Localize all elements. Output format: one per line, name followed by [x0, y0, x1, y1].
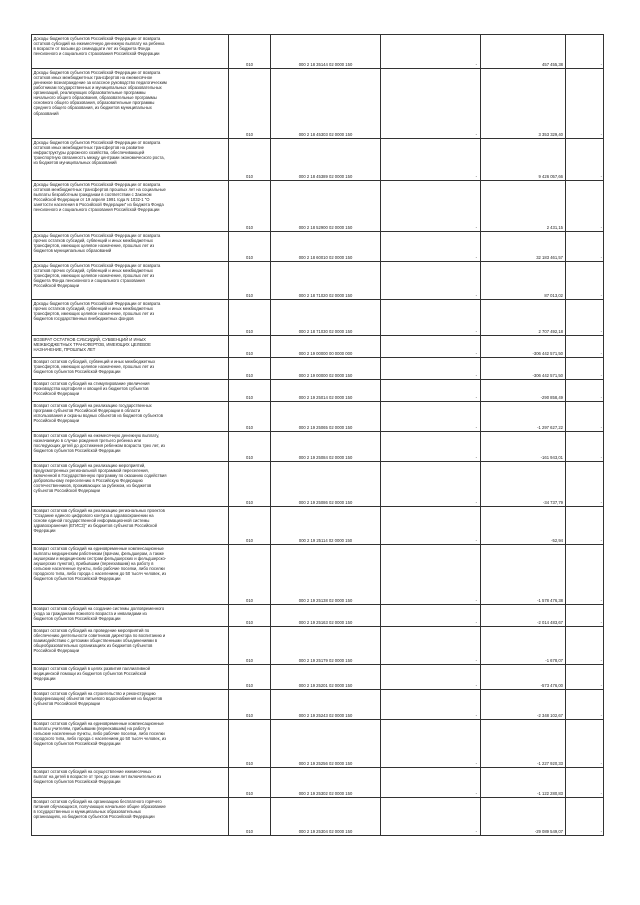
approved-value: - — [381, 139, 481, 181]
executed-amount: 457 455,38 — [481, 35, 566, 69]
table-row — [32, 69, 604, 139]
approved-value: - — [381, 507, 481, 545]
table-row — [32, 545, 604, 605]
table-row — [32, 35, 604, 69]
approved-value: - — [381, 798, 481, 836]
approved-value: - — [381, 768, 481, 798]
executed-amount: -29 089 549,07 — [481, 798, 566, 836]
table-row — [32, 462, 604, 507]
budget-classification-code: 000 2 18 45389 02 0000 150 — [271, 139, 381, 181]
approved-value: - — [381, 402, 481, 432]
line-code: 010 — [229, 690, 271, 720]
unexecuted-value: - — [566, 402, 604, 432]
row-description: Возврат остатков субсидий на стимулирование увеличения производства картофеля и овощей из бюджетов субъектов Российской Федерации — [32, 380, 229, 402]
executed-amount: 2 707 492,18 — [481, 300, 566, 336]
line-code: 010 — [229, 380, 271, 402]
unexecuted-value: - — [566, 139, 604, 181]
budget-classification-code: 000 2 19 25086 02 0000 150 — [271, 462, 381, 507]
row-description: Возврат остатков субсидий на проведение мероприятий по обеспечению деятельности советников директора по воспитанию и взаимодействию с детскими общественными объединениями в общеобразовательных организациях из бюджетов субъектов Российской Федерации — [32, 627, 229, 665]
unexecuted-value: - — [566, 300, 604, 336]
unexecuted-value: - — [566, 507, 604, 545]
line-code: 010 — [229, 507, 271, 545]
approved-value: - — [381, 605, 481, 627]
unexecuted-value: - — [566, 232, 604, 262]
budget-classification-code: 000 2 18 52900 02 0000 150 — [271, 181, 381, 232]
executed-amount: 2 431,15 — [481, 181, 566, 232]
table-row — [32, 300, 604, 336]
unexecuted-value: - — [566, 181, 604, 232]
line-code: 010 — [229, 768, 271, 798]
budget-classification-code: 000 2 18 60010 02 0000 150 — [271, 232, 381, 262]
row-description: Возврат остатков субсидий на реализацию региональных проектов "Создание единого цифрового контура в здравоохранении на основе единой государственной информационной системы здравоохранения (ЕГИСЗ)" из бюджетов субъектов Российской Федерации — [32, 507, 229, 545]
row-description: Доходы бюджетов субъектов Российской Федерации от возврата прочих остатков субсидий, субвенций и иных межбюджетных трансфертов, имеющих целевое назначение, прошлых лет из бюджетов государственных внебюджетных фондов — [32, 300, 229, 336]
approved-value: - — [381, 462, 481, 507]
approved-value: - — [381, 300, 481, 336]
row-description: Доходы бюджетов субъектов Российской Федерации от возврата прочих остатков субсидий, субвенций и иных межбюджетных трансфертов, имеющих целевое назначение, прошлых лет из бюджетов муниципальных образований — [32, 232, 229, 262]
budget-classification-code: 000 2 19 25065 02 0000 150 — [271, 402, 381, 432]
row-description: Возврат остатков субсидий на осуществление ежемесячных выплат на детей в возрасте от трех до семи лет включительно из бюджетов субъектов Российской Федерации — [32, 768, 229, 798]
table-row — [32, 262, 604, 300]
line-code: 010 — [229, 665, 271, 690]
row-description: Возврат остатков субсидий на ежемесячную денежную выплату, назначаемую в случае рождения третьего ребенка или последующих детей до достижения ребенком возраста трех лет, из бюджетов субъектов Российской Федерации — [32, 432, 229, 462]
unexecuted-value: - — [566, 690, 604, 720]
line-code: 010 — [229, 545, 271, 605]
unexecuted-value: - — [566, 380, 604, 402]
table-row — [32, 402, 604, 432]
executed-amount: -1 578 476,38 — [481, 545, 566, 605]
budget-classification-code: 000 2 19 25114 02 0000 150 — [271, 507, 381, 545]
unexecuted-value: - — [566, 545, 604, 605]
budget-classification-code: 000 2 19 25179 02 0000 150 — [271, 627, 381, 665]
unexecuted-value: - — [566, 768, 604, 798]
unexecuted-value: - — [566, 69, 604, 139]
unexecuted-value: - — [566, 798, 604, 836]
row-description: Возврат остатков субсидий на единовременные компенсационные выплаты медицинским работникам (врачам, фельдшерам, а также акушеркам и медицинским сестрам фельдшерских и фельдшерско- акушерских пунктов), прибывшим (переехавшим) на работу в сельские населенные пункты, либо рабочие поселки, либо поселки городского типа, либо города с населением до 50 тысяч человек, из бюджетов субъектов Российской Федерации — [32, 545, 229, 605]
row-description: Возврат остатков субсидий, субвенций и иных межбюджетных трансфертов, имеющих целевое назначение, прошлых лет из бюджетов субъектов Российской Федерации — [32, 358, 229, 380]
budget-classification-code: 000 2 19 25014 02 0000 150 — [271, 380, 381, 402]
line-code: 010 — [229, 336, 271, 358]
table-row — [32, 798, 604, 836]
table-row — [32, 720, 604, 768]
line-code: 010 — [229, 69, 271, 139]
unexecuted-value: - — [566, 35, 604, 69]
line-code: 010 — [229, 432, 271, 462]
line-code: 010 — [229, 300, 271, 336]
executed-amount: -161 943,01 — [481, 432, 566, 462]
executed-amount: 87 013,02 — [481, 262, 566, 300]
budget-classification-code: 000 2 19 25304 02 0000 150 — [271, 798, 381, 836]
approved-value: - — [381, 720, 481, 768]
unexecuted-value: - — [566, 262, 604, 300]
row-description: Возврат остатков субсидий на реализацию государственных программ субъектов Российской Федерации в области использования и охраны водных объектов из бюджетов субъектов Российской Федерации — [32, 402, 229, 432]
executed-amount: 9 426 057,66 — [481, 139, 566, 181]
approved-value: - — [381, 181, 481, 232]
line-code: 010 — [229, 402, 271, 432]
approved-value: - — [381, 336, 481, 358]
executed-amount: -2 348 102,67 — [481, 690, 566, 720]
approved-value: - — [381, 665, 481, 690]
unexecuted-value: - — [566, 720, 604, 768]
executed-amount: -290 858,49 — [481, 380, 566, 402]
approved-value: - — [381, 232, 481, 262]
table-row — [32, 507, 604, 545]
executed-amount: -1 227 920,33 — [481, 720, 566, 768]
table-body — [32, 35, 604, 836]
row-description: Доходы бюджетов субъектов Российской Федерации от возврата остатков субсидий на ежемесячную денежную выплату на ребенка в возрасте от восьми до семнадцати лет из бюджета Фонда пенсионного и социального страхования Российской Федерации — [32, 35, 229, 69]
unexecuted-value: - — [566, 462, 604, 507]
unexecuted-value: - — [566, 358, 604, 380]
executed-amount: -306 442 571,50 — [481, 336, 566, 358]
table-row — [32, 139, 604, 181]
approved-value: - — [381, 262, 481, 300]
table-row — [32, 380, 604, 402]
line-code: 010 — [229, 358, 271, 380]
table-row — [32, 690, 604, 720]
budget-report-table — [31, 34, 604, 836]
table-row — [32, 627, 604, 665]
row-description: Доходы бюджетов субъектов Российской Федерации от возврата остатков иных межбюджетных трансфертов на развитие инфраструктуры дорожного хозяйства, обеспечивающей транспортную связанность между центрами экономического роста, из бюджетов муниципальных образований — [32, 139, 229, 181]
row-description: Возврат остатков субсидий на строительство и реконструкцию (модернизацию) объектов питьевого водоснабжения из бюджетов субъектов Российской Федерации — [32, 690, 229, 720]
table-row — [32, 232, 604, 262]
line-code: 010 — [229, 720, 271, 768]
unexecuted-value: - — [566, 665, 604, 690]
table-row — [32, 768, 604, 798]
table-row — [32, 336, 604, 358]
line-code: 010 — [229, 181, 271, 232]
unexecuted-value: - — [566, 432, 604, 462]
executed-amount: -573 476,00 — [481, 665, 566, 690]
budget-classification-code: 000 2 19 25302 02 0000 150 — [271, 768, 381, 798]
approved-value: - — [381, 690, 481, 720]
budget-classification-code: 000 2 19 25163 02 0000 150 — [271, 605, 381, 627]
line-code: 010 — [229, 798, 271, 836]
row-description: ВОЗВРАТ ОСТАТКОВ СУБСИДИЙ, СУБВЕНЦИЙ И ИНЫХ МЕЖБЮДЖЕТНЫХ ТРАНСФЕРТОВ, ИМЕЮЩИХ ЦЕЛЕВОЕ НАЗНАЧЕНИЕ, ПРОШЛЫХ ЛЕТ — [32, 336, 229, 358]
unexecuted-value: - — [566, 627, 604, 665]
approved-value: - — [381, 380, 481, 402]
line-code: 010 — [229, 35, 271, 69]
budget-classification-code: 000 2 19 25243 02 0000 150 — [271, 690, 381, 720]
row-description: Возврат остатков субсидий в целях развития паллиативной медицинской помощи из бюджетов субъектов Российской Федерации — [32, 665, 229, 690]
row-description: Возврат остатков субсидий на организацию бесплатного горячего питания обучающихся, получающих начальное общее образование в государственных и муниципальных образовательных организациях, из бюджетов субъектов Российской Федерации — [32, 798, 229, 836]
executed-amount: -2 014 483,67 — [481, 605, 566, 627]
budget-classification-code: 000 2 18 71030 02 0000 150 — [271, 300, 381, 336]
row-description: Доходы бюджетов субъектов Российской Федерации от возврата остатков иных межбюджетных трансфертов на ежемесячное денежное вознаграждение за классное руководство педагогическим работникам государственных и муниципальных образовательных организаций, реализующих образовательные программы начального общего образования, образовательные программы основного общего образования, образовательные программы среднего общего образования, из бюджетов муниципальных образований — [32, 69, 229, 139]
budget-classification-code: 000 2 19 25256 02 0000 150 — [271, 720, 381, 768]
budget-classification-code: 000 2 19 00000 02 0000 150 — [271, 358, 381, 380]
table-row — [32, 432, 604, 462]
unexecuted-value: - — [566, 336, 604, 358]
executed-amount: -1 297 627,22 — [481, 402, 566, 432]
unexecuted-value: - — [566, 605, 604, 627]
approved-value: - — [381, 358, 481, 380]
table-row — [32, 181, 604, 232]
approved-value: - — [381, 69, 481, 139]
executed-amount: -306 442 571,50 — [481, 358, 566, 380]
approved-value: - — [381, 432, 481, 462]
line-code: 010 — [229, 139, 271, 181]
budget-classification-code: 000 2 19 25201 02 0000 150 — [271, 665, 381, 690]
row-description: Возврат остатков субсидий на реализацию мероприятий, предусмотренных региональной программой переселения, включенной в Государственную программу по оказанию содействия добровольному переселению в Российскую Федерацию соотечественников, проживающих за рубежом, из бюджетов субъектов Российской Федерации — [32, 462, 229, 507]
row-description: Доходы бюджетов субъектов Российской Федерации от возврата остатков межбюджетных трансфертов прошлых лет на социальные выплаты безработным гражданам в соответствии с Законом Российской Федерации от 19 апреля 1991 года N 1032-1 "О занятости населения в Российской Федерации" из бюджета Фонда пенсионного и социального страхования Российской Федерации — [32, 181, 229, 232]
line-code: 010 — [229, 627, 271, 665]
budget-classification-code: 000 2 18 45303 02 0000 150 — [271, 69, 381, 139]
budget-classification-code: 000 2 19 25084 02 0000 150 — [271, 432, 381, 462]
row-description: Доходы бюджетов субъектов Российской Федерации от возврата остатков прочих субсидий, субвенций и иных межбюджетных трансфертов, имеющих целевое назначение, прошлых лет из бюджета Фонда пенсионного и социального страхования Российской Федерации — [32, 262, 229, 300]
row-description: Возврат остатков субсидий на создание системы долговременного ухода за гражданами пожилого возраста и инвалидами из бюджетов субъектов Российской Федерации — [32, 605, 229, 627]
table-row — [32, 605, 604, 627]
line-code: 010 — [229, 605, 271, 627]
budget-classification-code: 000 2 18 71020 02 0000 150 — [271, 262, 381, 300]
line-code: 010 — [229, 232, 271, 262]
approved-value: - — [381, 545, 481, 605]
budget-classification-code: 000 2 18 35144 02 0000 150 — [271, 35, 381, 69]
budget-classification-code: 000 2 19 00000 00 0000 000 — [271, 336, 381, 358]
executed-amount: -1 678,07 — [481, 627, 566, 665]
line-code: 010 — [229, 262, 271, 300]
table-row — [32, 358, 604, 380]
executed-amount: 32 183 461,57 — [481, 232, 566, 262]
executed-amount: -1 122 280,83 — [481, 768, 566, 798]
budget-classification-code: 000 2 19 25138 02 0000 150 — [271, 545, 381, 605]
row-description: Возврат остатков субсидий на единовременные компенсационные выплаты учителям, прибывшим (переехавшим) на работу в сельские населенные пункты, либо рабочие поселки, либо поселки городского типа, либо города с населением до 50 тысяч человек, из бюджетов субъектов Российской Федерации — [32, 720, 229, 768]
approved-value: - — [381, 627, 481, 665]
table-row — [32, 665, 604, 690]
approved-value: - — [381, 35, 481, 69]
line-code: 010 — [229, 462, 271, 507]
executed-amount: -52,94 — [481, 507, 566, 545]
executed-amount: -34 737,79 — [481, 462, 566, 507]
executed-amount: 3 353 329,40 — [481, 69, 566, 139]
